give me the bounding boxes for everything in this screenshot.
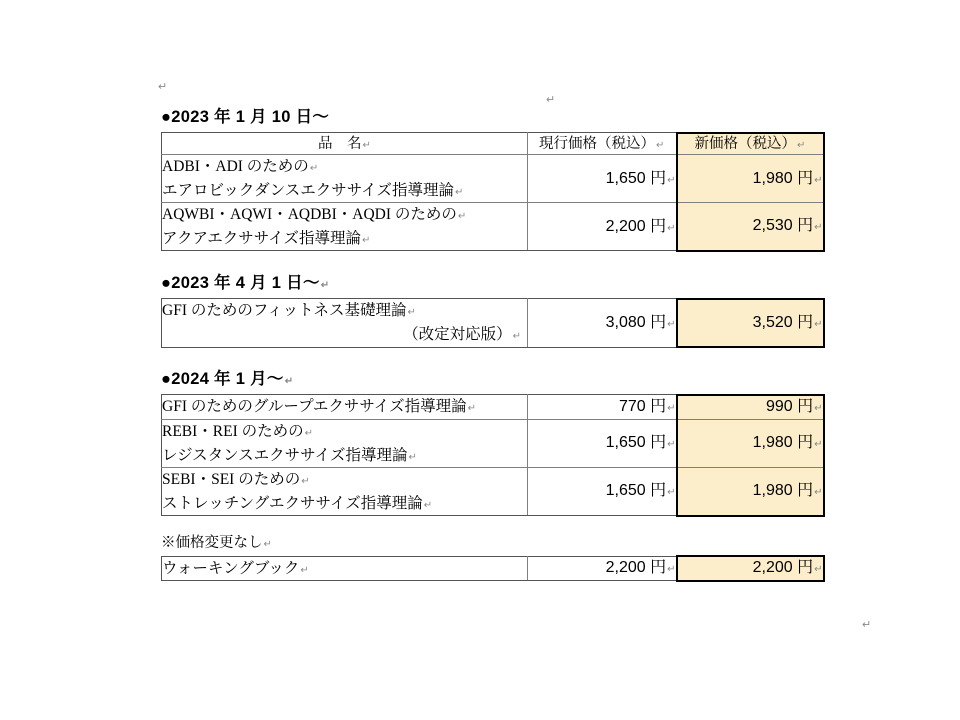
product-name-line: （改定対応版）↵ (403, 325, 521, 343)
table-row (162, 468, 824, 516)
pilcrow-icon: ↵ (512, 330, 521, 342)
section-heading-2024-01 (161, 370, 841, 389)
current-price-value: 2,200 円 (605, 559, 667, 577)
current-price-cell (528, 299, 677, 347)
pilcrow-icon: ↵ (814, 487, 823, 499)
product-name-line: AQWBI・AQWI・AQDBI・AQDI のための↵ (162, 206, 467, 224)
section-heading-text: ●2023 年 4 月 1 日～ (161, 273, 320, 292)
column-header-current-price (528, 133, 677, 155)
new-price-cell (677, 395, 824, 420)
pilcrow-icon: ↵ (407, 307, 416, 319)
pilcrow-icon: ↵ (301, 476, 310, 488)
price-table-2024-01 (161, 394, 825, 517)
product-name-cell (162, 395, 528, 420)
table-row (162, 203, 824, 251)
pilcrow-icon: ↵ (797, 139, 806, 151)
pilcrow-icon: ↵ (656, 139, 665, 151)
current-price-cell (528, 468, 677, 516)
product-name-line: レジスタンスエクササイズ指導理論↵ (162, 446, 417, 464)
pilcrow-icon: ↵ (667, 318, 676, 330)
table-row (162, 299, 824, 347)
stray-pilcrow-mark: ↵ (546, 94, 556, 106)
product-name-cell (162, 468, 528, 516)
pilcrow-icon: ↵ (814, 403, 823, 415)
product-name-cell (162, 203, 528, 251)
section-heading-no-change-note (161, 535, 841, 552)
table-header-row (162, 133, 824, 155)
new-price-value: 990 円 (765, 398, 814, 416)
product-name-line: GFI のためのフィットネス基礎理論↵ (162, 302, 416, 320)
table-row (162, 556, 824, 581)
product-name-line: REBI・REI のための↵ (162, 423, 314, 441)
pilcrow-icon: ↵ (667, 222, 676, 234)
column-header-name-text: 品 名 (318, 135, 362, 152)
column-header-name (162, 133, 528, 155)
price-table-2023-01-10 (161, 132, 825, 252)
new-price-value: 2,200 円 (752, 559, 814, 577)
product-name-line: GFI のためのグループエクササイズ指導理論↵ (162, 398, 476, 416)
price-revision-content (161, 108, 841, 582)
pilcrow-icon: ↵ (320, 279, 330, 291)
current-price-value: 770 円 (618, 398, 667, 416)
pilcrow-icon: ↵ (814, 318, 823, 330)
pilcrow-icon: ↵ (457, 211, 467, 223)
new-price-value: 1,980 円 (752, 482, 814, 500)
section-heading-text: ●2024 年 1 月～ (161, 370, 284, 389)
new-price-cell (677, 556, 824, 581)
pilcrow-icon: ↵ (814, 439, 823, 451)
section-spacer (161, 252, 841, 274)
pilcrow-icon: ↵ (667, 439, 676, 451)
current-price-cell (528, 203, 677, 251)
pilcrow-icon: ↵ (284, 376, 294, 388)
pilcrow-icon: ↵ (814, 174, 823, 186)
pilcrow-icon: ↵ (304, 428, 314, 440)
pilcrow-icon: ↵ (423, 499, 433, 511)
section-spacer (161, 517, 841, 535)
pilcrow-icon: ↵ (455, 186, 464, 198)
pilcrow-icon: ↵ (667, 564, 676, 576)
current-price-cell (528, 395, 677, 420)
table-row (162, 420, 824, 468)
section-heading-2023-04-01 (161, 274, 841, 293)
current-price-value: 1,650 円 (605, 482, 667, 500)
product-name-line: アクアエクササイズ指導理論↵ (162, 229, 371, 247)
price-table-2023-04-01 (161, 298, 825, 348)
product-name-line: ウォーキングブック↵ (162, 559, 309, 577)
pilcrow-icon: ↵ (667, 174, 676, 186)
product-name-line: ストレッチングエクササイズ指導理論↵ (162, 494, 433, 512)
product-name-cell (162, 299, 528, 347)
pilcrow-icon: ↵ (814, 222, 823, 234)
current-price-cell (528, 155, 677, 203)
current-price-value: 1,650 円 (605, 169, 667, 187)
new-price-value: 2,530 円 (752, 217, 814, 235)
pilcrow-icon: ↵ (667, 487, 676, 499)
current-price-cell (528, 556, 677, 581)
new-price-cell (677, 468, 824, 516)
product-name-line: ADBI・ADI のための↵ (162, 158, 319, 176)
column-header-current-price-text: 現行価格（税込） (539, 135, 656, 152)
section-heading-text: ●2023 年 1 月 10 日～ (161, 108, 330, 126)
pilcrow-icon: ↵ (814, 564, 823, 576)
pilcrow-icon: ↵ (408, 451, 417, 463)
product-name-line: SEBI・SEI のための↵ (162, 471, 310, 489)
current-price-value: 3,080 円 (605, 313, 667, 331)
pilcrow-icon: ↵ (467, 403, 476, 415)
product-name-cell (162, 556, 528, 581)
new-price-cell (677, 203, 824, 251)
pilcrow-icon: ↵ (263, 538, 272, 550)
price-table-no-change (161, 555, 825, 582)
pilcrow-icon: ↵ (362, 139, 371, 151)
pilcrow-icon: ↵ (667, 403, 676, 415)
pilcrow-icon: ↵ (300, 564, 309, 576)
stray-pilcrow-mark: ↵ (862, 619, 872, 631)
new-price-cell (677, 155, 824, 203)
table-row (162, 395, 824, 420)
section-heading-text: ※価格変更なし (161, 534, 263, 551)
new-price-value: 1,980 円 (752, 169, 814, 187)
product-name-cell (162, 420, 528, 468)
current-price-value: 1,650 円 (605, 434, 667, 452)
current-price-cell (528, 420, 677, 468)
pilcrow-icon: ↵ (362, 234, 371, 246)
product-name-cell (162, 155, 528, 203)
new-price-value: 3,520 円 (752, 313, 814, 331)
new-price-value: 1,980 円 (752, 434, 814, 452)
column-header-new-price-text: 新価格（税込） (694, 135, 797, 152)
column-header-new-price (677, 133, 824, 155)
new-price-cell (677, 420, 824, 468)
product-name-line: エアロビックダンスエクササイズ指導理論↵ (162, 181, 464, 199)
new-price-cell (677, 299, 824, 347)
table-row (162, 155, 824, 203)
section-spacer (161, 348, 841, 370)
current-price-value: 2,200 円 (605, 217, 667, 235)
section-heading-2023-01-10 (161, 108, 841, 127)
stray-pilcrow-mark: ↵ (158, 81, 168, 93)
pilcrow-icon: ↵ (309, 163, 319, 175)
